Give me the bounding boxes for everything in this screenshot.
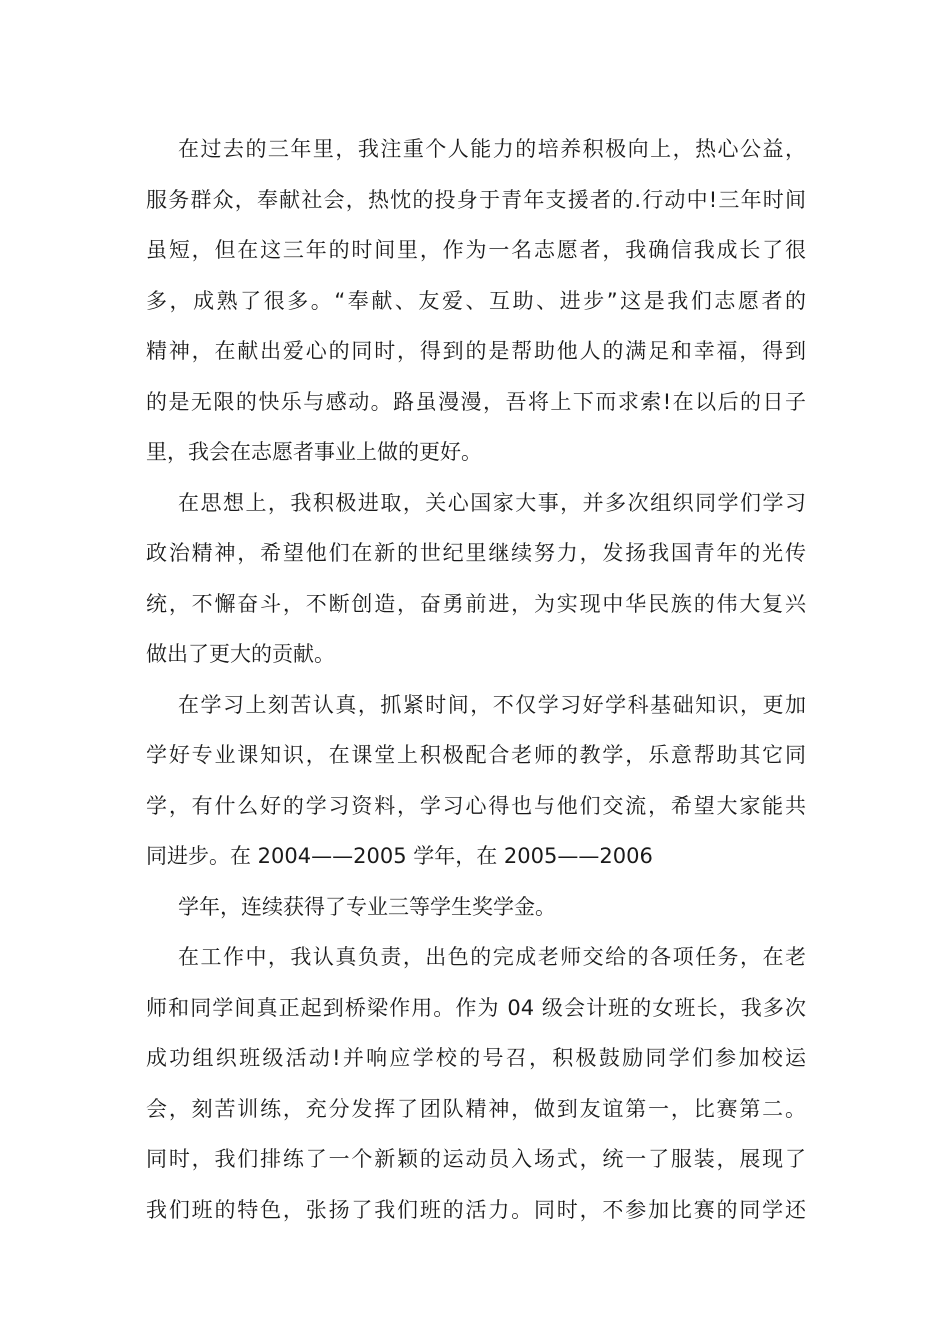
paragraph-thought xyxy=(146,478,806,680)
text-line: 统，不懈奋斗，不断创造，奋勇前进，为实现中华民族的伟大复兴 xyxy=(146,591,806,616)
text-line: 精神，在献出爱心的同时，得到的是帮助他人的满足和幸福，得到 xyxy=(146,339,806,363)
text-line: 同时，我们排练了一个新颖的运动员入场式，统一了服装，展现了 xyxy=(146,1147,806,1171)
paragraph-study xyxy=(146,680,806,882)
text-line: 虽短，但在这三年的时间里，作为一名志愿者，我确信我成长了很 xyxy=(146,238,806,262)
text-line: 同进步。在 2004——2005 学年，在 2005——2006 xyxy=(146,844,653,868)
document-body xyxy=(146,124,806,1235)
text-line: 服务群众，奉献社会，热忱的投身于青年支援者的.行动中!三年时间 xyxy=(146,187,806,212)
paragraph-volunteer xyxy=(146,124,806,478)
text-line: 里，我会在志愿者事业上做的更好。 xyxy=(146,440,482,464)
text-line: 在过去的三年里，我注重个人能力的培养积极向上，热心公益， xyxy=(178,137,806,161)
text-line: 做出了更大的贡献。 xyxy=(146,642,335,666)
text-line: 在思想上，我积极进取，关心国家大事，并多次组织同学们学习 xyxy=(178,490,806,515)
paragraph-scholarship xyxy=(146,882,806,933)
text-line: 在学习上刻苦认真，抓紧时间，不仅学习好学科基础知识，更加 xyxy=(178,692,806,717)
text-line: 学年，连续获得了专业三等学生奖学金。 xyxy=(178,894,556,919)
text-line: 的是无限的快乐与感动。路虽漫漫，吾将上下而求索!在以后的日子 xyxy=(146,389,806,414)
text-line: 成功组织班级活动!并响应学校的号召，积极鼓励同学们参加校运 xyxy=(146,1046,806,1070)
text-line: 我们班的特色，张扬了我们班的活力。同时，不参加比赛的同学还 xyxy=(146,1197,806,1222)
paragraph-work xyxy=(146,932,806,1235)
text-line: 学好专业课知识，在课堂上积极配合老师的教学，乐意帮助其它同 xyxy=(146,743,806,767)
text-line: 在工作中，我认真负责，出色的完成老师交给的各项任务，在老 xyxy=(178,945,806,969)
text-line: 多，成熟了很多。“奉献、友爱、互助、进步”这是我们志愿者的 xyxy=(146,288,806,313)
text-line: 师和同学间真正起到桥梁作用。作为 04 级会计班的女班长，我多次 xyxy=(146,995,806,1020)
text-line: 学，有什么好的学习资料，学习心得也与他们交流，希望大家能共 xyxy=(146,793,806,818)
text-line: 政治精神，希望他们在新的世纪里继续努力，发扬我国青年的光传 xyxy=(146,541,806,565)
text-line: 会，刻苦训练，充分发挥了团队精神，做到友谊第一，比赛第二。 xyxy=(146,1096,806,1121)
